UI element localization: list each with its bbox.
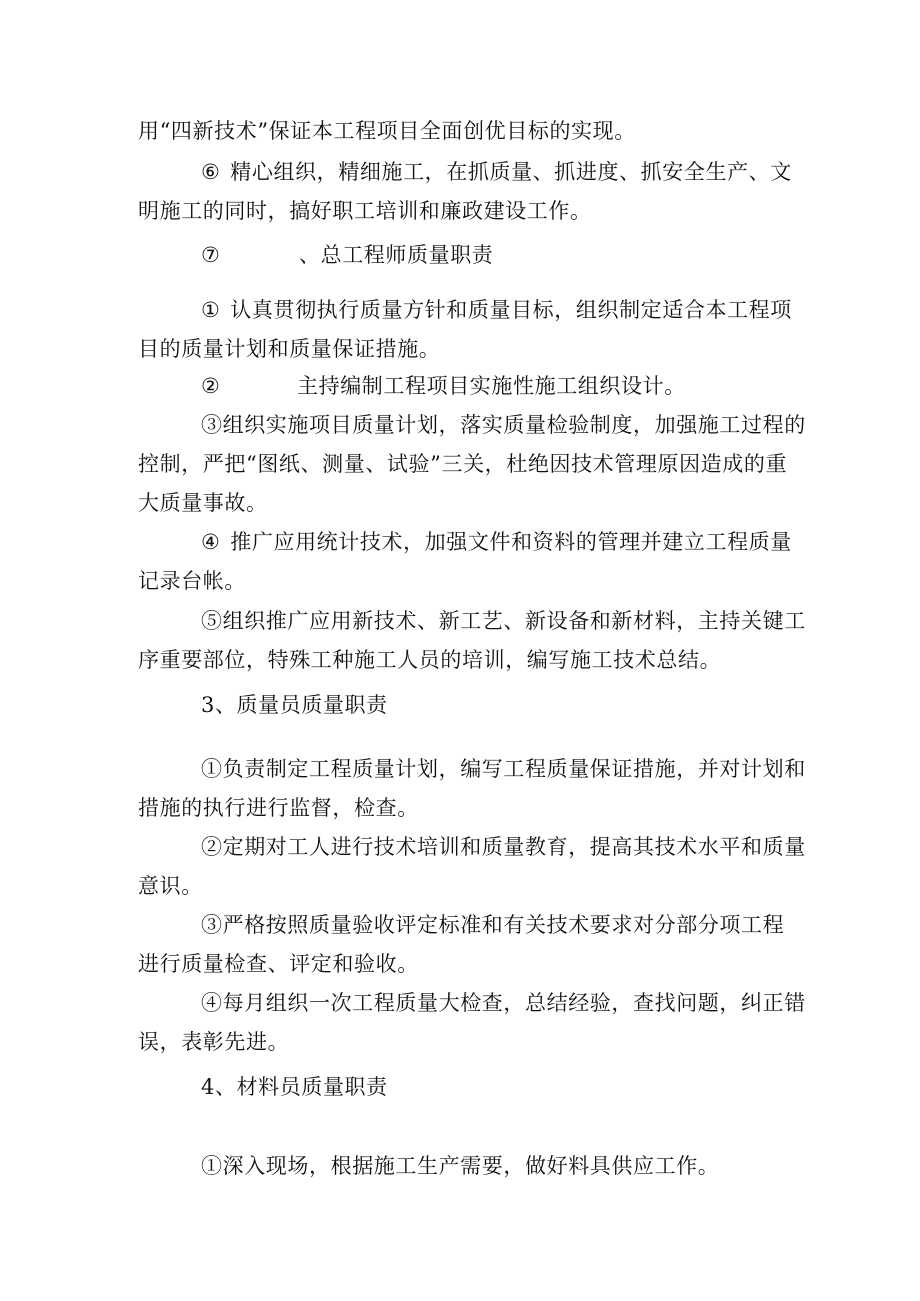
paragraph-line: 记录台帐。 — [138, 569, 246, 593]
list-marker: ⑦ — [201, 243, 221, 267]
section-heading: 4、材料员质量职责 — [201, 1075, 388, 1099]
paragraph-text: 认真贯彻执行质量方针和质量目标，组织制定适合本工程项 — [223, 298, 792, 322]
list-marker: ① — [201, 298, 221, 322]
paragraph-line: 目的质量计划和质量保证措施。 — [138, 337, 441, 361]
list-marker: ⑥ — [201, 160, 221, 184]
paragraph-line: ④每月组织一次工程质量大检查，总结经验，查找问题，纠正错 — [201, 991, 806, 1015]
paragraph-line — [201, 159, 792, 185]
paragraph-line: ①深入现场，根据施工生产需要，做好料具供应工作。 — [201, 1154, 720, 1178]
heading-text: 、总工程师质量职责 — [299, 243, 494, 267]
paragraph-line: 明施工的同时，搞好职工培训和廉政建设工作。 — [138, 199, 592, 223]
paragraph-line — [201, 529, 792, 555]
list-marker: ④ — [201, 530, 221, 554]
section-heading: 3、质量员质量职责 — [201, 693, 388, 717]
paragraph-line: ②定期对工人进行技术培训和质量教育，提高其技术水平和质量 — [201, 835, 806, 859]
list-marker: ② — [201, 374, 221, 398]
paragraph-line: 大质量事故。 — [138, 491, 268, 515]
paragraph-text: 精心组织，精细施工，在抓质量、抓进度、抓安全生产、文 — [223, 160, 792, 184]
paragraph-text: 主持编制工程项目实施性施工组织设计。 — [297, 374, 686, 398]
paragraph-line: 控制，严把“图纸、测量、试验”三关，杜绝因技术管理原因造成的重 — [138, 452, 788, 476]
paragraph-text: 推广应用统计技术，加强文件和资料的管理并建立工程质量 — [223, 530, 792, 554]
paragraph-line: ③组织实施项目质量计划，落实质量检验制度，加强施工过程的 — [201, 413, 806, 437]
paragraph-line — [201, 373, 686, 399]
paragraph-line: 进行质量检查、评定和验收。 — [138, 952, 419, 976]
paragraph-line: 措施的执行进行监督，检查。 — [138, 796, 419, 820]
paragraph-line: ⑤组织推广应用新技术、新工艺、新设备和新材料，主持关键工 — [201, 609, 806, 633]
paragraph-line: 用“四新技术”保证本工程项目全面创优目标的实现。 — [138, 119, 636, 143]
section-heading — [201, 242, 493, 268]
paragraph-line: 意识。 — [138, 874, 203, 898]
paragraph-line: ①负责制定工程质量计划，编写工程质量保证措施，并对计划和 — [201, 757, 806, 781]
paragraph-line — [201, 297, 792, 323]
paragraph-line: 误，表彰先进。 — [138, 1030, 290, 1054]
paragraph-line: ③严格按照质量验收评定标准和有关技术要求对分部分项工程 — [201, 913, 785, 937]
paragraph-line: 序重要部位，特殊工种施工人员的培训，编写施工技术总结。 — [138, 648, 722, 672]
